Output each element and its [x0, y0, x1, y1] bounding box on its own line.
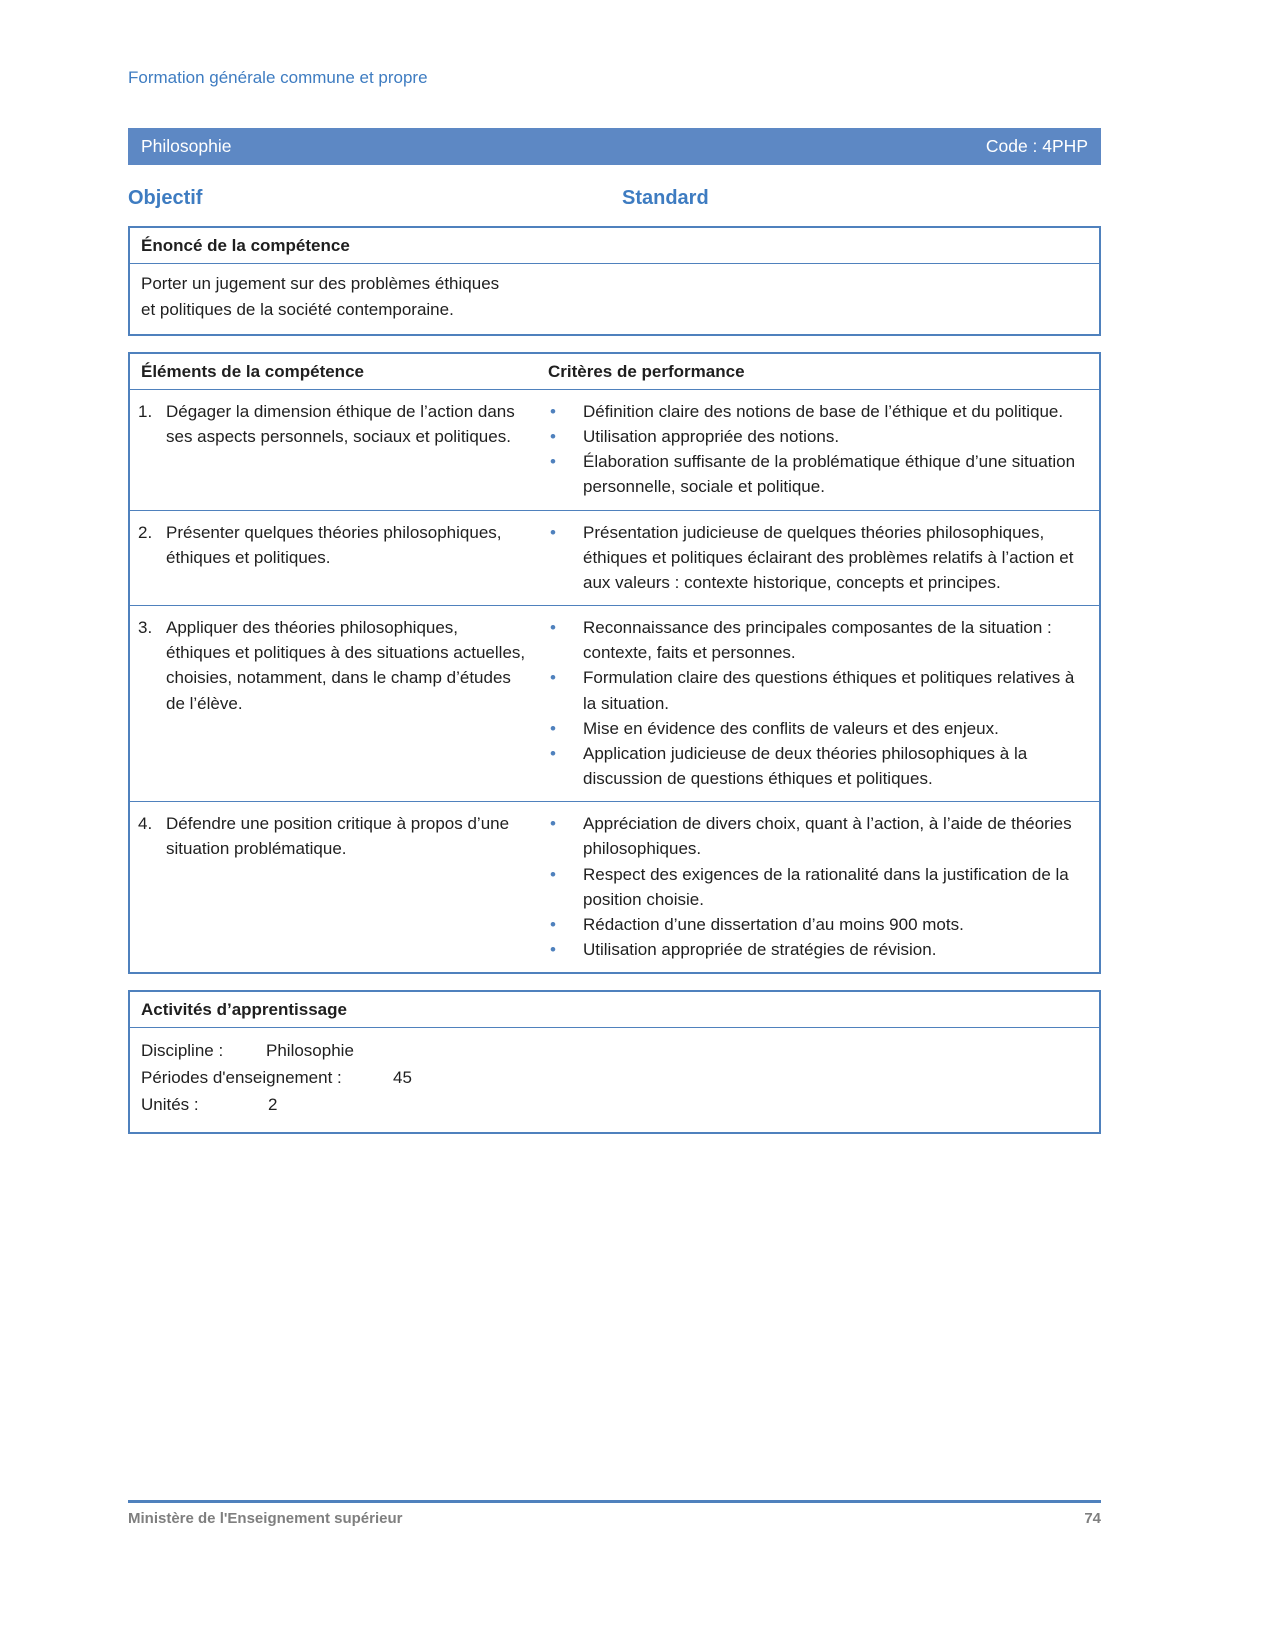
criterion-item: • Rédaction d’une dissertation d’au moins 900 mots.: [538, 912, 1089, 937]
criteria-list: [538, 399, 1089, 500]
criteria-cell: [538, 606, 1099, 801]
enonce-text: Porter un jugement sur des problèmes éthiques et politiques de la société contemporaine.: [141, 274, 500, 319]
footer-page-number: 74: [1084, 1510, 1101, 1527]
activites-box: [128, 990, 1101, 1134]
competence-row-3: [130, 605, 1099, 801]
criterion-item: • Application judicieuse de deux théories philosophiques à la discussion de questions éthiques et politiques.: [538, 741, 1089, 791]
criteria-list: [538, 615, 1089, 791]
element-text: Présenter quelques théories philosophiques, éthiques et politiques.: [166, 522, 502, 567]
criterion-item: • Respect des exigences de la rationalité dans la justification de la position choisie.: [538, 862, 1089, 912]
criterion-item: • Formulation claire des questions éthiques et politiques relatives à la situation.: [538, 665, 1089, 715]
element-cell: [130, 802, 538, 972]
field-label: Unités :: [141, 1095, 199, 1115]
element-number: 2.: [138, 522, 153, 542]
subject-code: Code : 4PHP: [985, 136, 1088, 156]
field-value: 2: [268, 1095, 278, 1115]
objectif-heading: Objectif: [128, 187, 203, 209]
criterion-item: • Présentation judicieuse de quelques théories philosophiques, éthiques et politiques éclairant des problèmes relatifs à l’action et aux valeurs : contexte historique, concepts et principes.: [538, 520, 1089, 595]
criteria-cell: [538, 511, 1099, 605]
element-number: 3.: [138, 618, 153, 638]
enonce-body: [130, 264, 1099, 334]
element-number: 4.: [138, 814, 153, 834]
competence-row-2: [130, 510, 1099, 605]
activites-fields: [130, 1028, 1099, 1132]
criterion-item: • Utilisation appropriée des notions.: [538, 424, 1089, 449]
element-cell: [130, 390, 538, 510]
criteria-cell: [538, 390, 1099, 510]
criteria-cell: [538, 802, 1099, 972]
competence-table: [128, 352, 1101, 974]
criteria-list: [538, 520, 1089, 595]
subject-title: Philosophie: [141, 136, 232, 156]
enonce-title: Énoncé de la compétence: [130, 228, 1099, 264]
criterion-item: • Appréciation de divers choix, quant à l’action, à l’aide de théories philosophiques.: [538, 811, 1089, 861]
elements-column-header: Éléments de la compétence: [141, 362, 364, 381]
criteres-column-header: Critères de performance: [548, 362, 745, 381]
competence-row-4: [130, 801, 1099, 972]
breadcrumb: Formation générale commune et propre: [128, 68, 428, 87]
competence-row-1: [130, 390, 1099, 510]
element-text: Dégager la dimension éthique de l’action dans ses aspects personnels, sociaux et politiques.: [166, 402, 515, 447]
page-content: [128, 0, 1101, 1134]
competence-table-header: [130, 354, 1099, 390]
page-footer: [128, 1500, 1101, 1527]
footer-divider: [128, 1500, 1101, 1503]
element-cell: [130, 511, 538, 605]
criterion-item: • Élaboration suffisante de la problématique éthique d’une situation personnelle, sociale et politique.: [538, 449, 1089, 499]
activites-title: Activités d’apprentissage: [130, 992, 1099, 1028]
footer-ministry: Ministère de l'Enseignement supérieur: [128, 1510, 403, 1527]
criterion-item: • Reconnaissance des principales composantes de la situation : contexte, faits et personnes.: [538, 615, 1089, 665]
criteria-list: [538, 811, 1089, 962]
criterion-item: • Définition claire des notions de base de l’éthique et du politique.: [538, 399, 1089, 424]
element-cell: [130, 606, 538, 801]
criterion-item: • Mise en évidence des conflits de valeurs et des enjeux.: [538, 716, 1089, 741]
element-text: Défendre une position critique à propos d’une situation problématique.: [166, 814, 510, 859]
field-label: Discipline :: [141, 1041, 224, 1061]
field-periodes: [141, 1064, 1088, 1091]
standard-heading: Standard: [622, 187, 709, 209]
enonce-box: [128, 226, 1101, 336]
section-headings: [128, 187, 1101, 210]
element-text: Appliquer des théories philosophiques, éthiques et politiques à des situations actuelles, choisies, notamment, dans le champ d’études de l’élève.: [166, 618, 526, 713]
criterion-item: • Utilisation appropriée de stratégies de révision.: [538, 937, 1089, 962]
subject-title-bar: [128, 128, 1101, 165]
footer-text-row: [128, 1510, 1101, 1527]
field-discipline: [141, 1037, 1088, 1064]
field-unites: [141, 1091, 1088, 1118]
field-value: 45: [393, 1068, 412, 1088]
field-label: Périodes d'enseignement :: [141, 1068, 342, 1088]
field-value: Philosophie: [266, 1041, 354, 1061]
element-number: 1.: [138, 402, 153, 421]
